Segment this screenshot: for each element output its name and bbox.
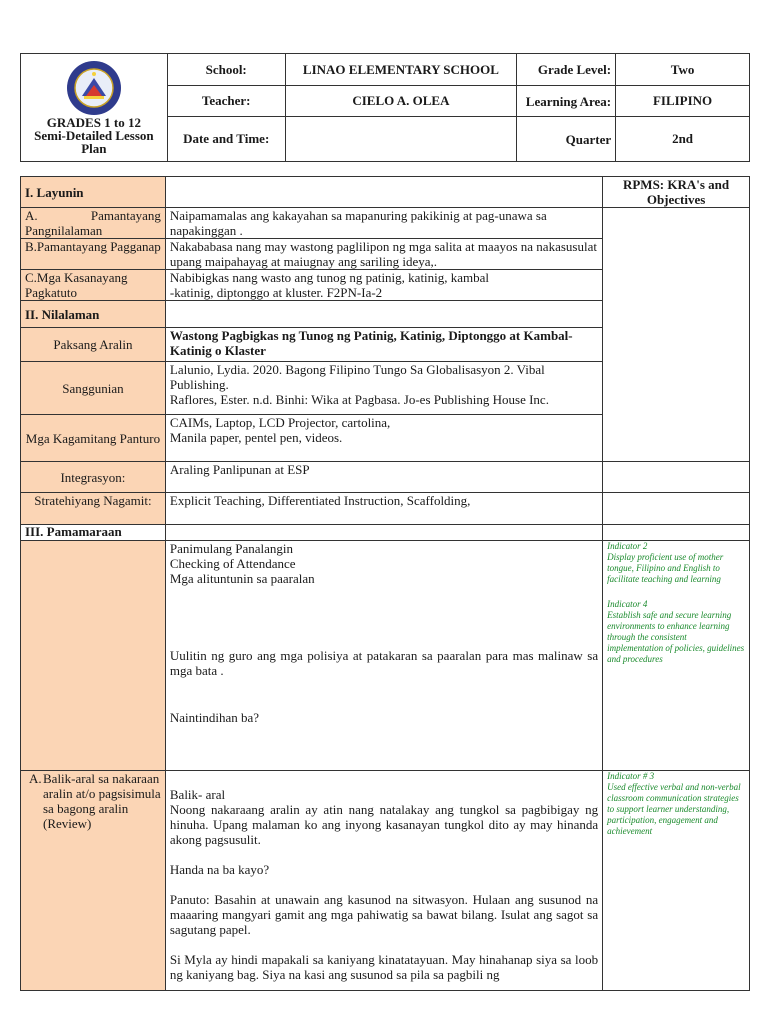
grade-level-value: Two [616,54,750,86]
kasanayang-line-2: -katinig, diptonggo at kluster. F2PN-Ia-2 [169,285,383,300]
rpms-header: RPMS: KRA's and Objectives [603,177,750,208]
nilalaman-empty [165,301,602,328]
balik-aral-content [165,771,602,991]
panimula-content [165,541,602,771]
sanggunian-ref-1: Lalunio, Lydia. 2020. Bagong Filipino Tungo Sa Globalisasyon 2. Vibal Publishing. [169,362,545,392]
quarter-value: 2nd [616,117,750,162]
panimula-label-cell [21,541,166,771]
kasanayang-line-1: Nabibigkas nang wasto ang tunog ng patinig, katinig, kambal [169,270,490,285]
indicator-2-text: Indicator 2 Display proficient use of mother tongue, Filipino and English to facilitate teaching and learning [607,541,724,584]
pamantayang-pagganap-label: B.Pamantayang Pagganap [21,239,166,270]
rpms-integrasyon-empty [603,462,750,493]
kasanayang-pagkatuto-label: C.Mga Kasanayang Pagkatuto [21,270,166,301]
naintindihan-text: Naintindihan ba? [169,710,260,725]
indicator-3-text: Indicator # 3 Used effective verbal and non-verbal classroom communication strategies to support learner understanding, participation, engagement and achievement [607,771,741,836]
balik-aral-paragraph-1: Noong nakaraang aralin ay atin nang natalakay ang tungkol sa pagbibigay ng hinuha. Upang malaman ko ang inyong kasanayan tungkol dito ay may hinanda akong pagsusulit. [169,802,599,847]
indicator-4-text: Indicator 4 Establish safe and secure learning environments to enhance learning through the consistent implementation of policies, guidelines and procedures [607,599,745,664]
date-time-value [285,117,517,162]
plan-title-line-3: Plan [81,141,107,156]
kasanayang-pagkatuto-text [165,270,602,301]
teacher-value: CIELO A. OLEA [285,86,517,117]
mga-alituntunin: Mga alituntunin sa paaralan [169,571,315,586]
layunin-empty [165,177,602,208]
integrasyon-text: Araling Panlipunan at ESP [165,462,602,493]
sanggunian-label: Sanggunian [21,362,166,415]
balik-aral-title: Balik- aral [169,787,226,802]
nilalaman-heading: II. Nilalaman [21,301,166,328]
school-value: LINAO ELEMENTARY SCHOOL [285,54,517,86]
logo-cell [21,54,168,162]
grade-level-label: Grade Level: [517,54,616,86]
plan-title-line-2: Semi-Detailed Lesson [34,128,154,143]
balik-aral-paragraph-3: Panuto: Basahin at unawain ang kasunod na sitwasyon. Hulaan ang susunod na maaaring mangyari gamit ang mga pahiwatig sa bawat bilang. Isulat ang sagot sa sagutang papel. [169,892,599,937]
date-time-label: Date and Time: [167,117,285,162]
deped-seal-logo [66,60,122,116]
integrasyon-label: Integrasyon: [21,462,166,493]
balik-aral-label [25,771,161,831]
school-label: School: [167,54,285,86]
paksang-aralin-text: Wastong Pagbigkas ng Tunog ng Patinig, Katinig, Diptonggo at Kambal-Katinig o Klaster [165,328,602,362]
balik-aral-paragraph-4: Si Myla ay hindi mapakali sa kaniyang kinatatayuan. May hinahanap siya sa loob ng kaniyang bag. Siya na kasi ang susunod sa pila sa pagbili ng [169,952,599,982]
kagamitan-line-2: Manila paper, pentel pen, videos. [169,430,343,445]
checking-attendance: Checking of Attendance [169,556,296,571]
indicator-cell-2 [603,771,750,991]
rpms-stratehiya-empty [603,493,750,525]
stratehiya-label: Stratehiyang Nagamit: [21,493,166,525]
sanggunian-ref-2: Raflores, Ester. n.d. Binhi: Wika at Pagbasa. Jo-es Publishing House Inc. [169,392,549,407]
pamamaraan-heading: III. Pamamaraan [21,525,166,541]
balik-aral-label-text: Balik-aral sa nakaraan aralin at/o pagsisimula sa bagong aralin (Review) [43,771,161,831]
plan-title-line-1: GRADES 1 to 12 [46,115,142,130]
pamantayang-pangnilalaman-label: A. Pamantayang Pangnilalaman [21,208,166,239]
balik-aral-label-cell [21,771,166,991]
stratehiya-text: Explicit Teaching, Differentiated Instruction, Scaffolding, [165,493,602,525]
kagamitang-panturo-label: Mga Kagamitang Panturo [21,415,166,462]
layunin-heading: I. Layunin [21,177,166,208]
quarter-label: Quarter [517,117,616,162]
plan-title [23,116,165,155]
kagamitan-line-1: CAIMs, Laptop, LCD Projector, cartolina, [169,415,391,430]
pamantayang-pangnilalaman-text: Naipamamalas ang kakayahan sa mapanuring pakikinig at pag-unawa sa napakinggan . [165,208,602,239]
uulitin-text: Uulitin ng guro ang mga polisiya at patakaran sa paaralan para mas malinaw sa mga bata . [169,648,599,678]
pamamaraan-empty [165,525,602,541]
learning-area-value: FILIPINO [616,86,750,117]
paksang-aralin-label: Paksang Aralin [21,328,166,362]
learning-area-label: Learning Area: [517,86,616,117]
lesson-plan-table [20,176,750,991]
indicator-cell-1 [603,541,750,771]
balik-aral-letter: A. [29,771,42,786]
header-table [20,53,750,162]
pamantayang-pagganap-text: Nakababasa nang may wastong paglilipon ng mga salita at maayos na nakasusulat upang maipahayag at maiugnay ang sariling ideya,. [165,239,602,270]
sanggunian-text [165,362,602,415]
teacher-label: Teacher: [167,86,285,117]
kagamitang-panturo-text [165,415,602,462]
pamamaraan-rpms-empty [603,525,750,541]
balik-aral-paragraph-2: Handa na ba kayo? [169,862,270,877]
rpms-column-top [603,208,750,462]
panimulang-panalangin: Panimulang Panalangin [169,541,293,556]
